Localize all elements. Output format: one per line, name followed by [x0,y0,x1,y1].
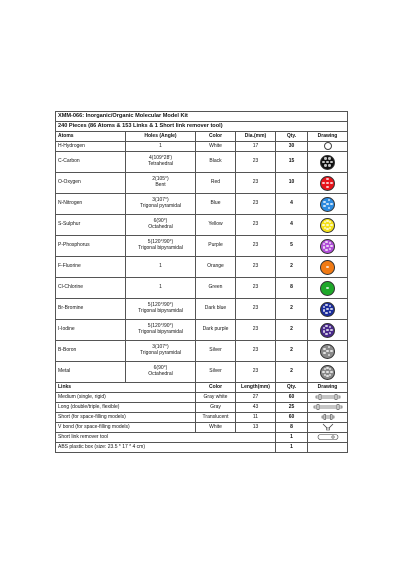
atom-hole-mark [330,182,332,184]
link-qty: 60 [276,413,308,423]
atom-name: N-Nitrogen [56,194,126,215]
atom-hole-mark [324,157,326,159]
link-name: Medium (single, rigid) [56,393,196,403]
atom-hole-mark [329,311,331,313]
atom-qty: 30 [276,142,308,152]
atom-row [56,341,348,362]
atom-hole-mark [323,348,325,350]
atom-hole-mark [326,224,328,226]
atom-hole-mark [326,228,328,230]
atom-qty: 15 [276,152,308,173]
link-name: Short link remover tool [56,433,276,443]
atom-hole-mark [322,224,324,226]
atom-row [56,320,348,341]
atom-ball-icon [320,197,335,212]
atom-hole-mark [324,374,326,376]
atom-geometry: Tetrahedral [147,161,173,167]
link-name: Short (for space-filling models) [56,413,196,423]
atom-holes [126,362,196,383]
atom-row [56,236,348,257]
header-length: Length(mm) [236,383,276,393]
atom-hole-mark [329,374,331,376]
atom-diameter: 23 [236,341,276,362]
header-holes: Holes (Angle) [126,132,196,142]
link-color: White [196,423,236,433]
atom-geometry: Bent [155,182,166,188]
link-length: 13 [236,423,276,433]
kit-title: XMM-066: Inorganic/Organic Molecular Model Kit [56,112,348,122]
atom-row [56,152,348,173]
spec-table [55,111,348,453]
atom-drawing [308,215,348,236]
atom-row [56,173,348,194]
atom-hole-mark [324,227,326,229]
atom-hole-mark [322,371,324,373]
atom-hole-mark [322,161,324,163]
atom-name: F-Fluorine [56,257,126,278]
atom-hole-mark [323,327,325,329]
link-length: 27 [236,393,276,403]
header-links: Links [56,383,196,393]
atom-qty: 2 [276,299,308,320]
atom-color: Silver [196,362,236,383]
link-drawing [308,403,348,413]
link-name: V bond (for space-filling models) [56,423,196,433]
atom-hole-mark [323,306,325,308]
atom-name: O-Oxygen [56,173,126,194]
link-drawing [308,433,348,443]
atom-holes-angle: 3(107°) [152,344,169,351]
atom-color: Dark purple [196,320,236,341]
link-length: 11 [236,413,276,423]
atom-name: P-Phosphorus [56,236,126,257]
tool-link-icon [313,433,343,441]
short-link-icon [313,413,343,421]
atom-hole-mark [325,241,327,243]
atom-name: Br-Bromine [56,299,126,320]
atom-diameter: 23 [236,299,276,320]
link-color: Gray white [196,393,236,403]
atom-holes-angle: 1 [159,142,162,149]
link-length: 43 [236,403,276,413]
atom-qty: 2 [276,320,308,341]
atom-hole-mark [326,182,328,184]
atom-name: Metal [56,362,126,383]
atom-color: White [196,142,236,152]
atom-holes [126,236,196,257]
atom-color: Orange [196,257,236,278]
atom-drawing [308,152,348,173]
atom-hole-mark [325,312,327,314]
atom-hole-mark [323,246,325,248]
link-qty: 1 [276,443,308,453]
atom-hole-mark [330,371,332,373]
atom-color: Red [196,173,236,194]
atom-qty: 2 [276,257,308,278]
atom-hole-mark [326,350,328,352]
atom-color: Green [196,278,236,299]
link-qty: 8 [276,423,308,433]
atom-holes-angle: 6(90°) [153,218,168,225]
medium-link-icon [313,393,343,401]
atom-hole-mark [328,207,330,209]
atom-hole-mark [323,309,325,311]
header-link-qty: Qty. [276,383,308,393]
atom-color: Black [196,152,236,173]
atom-hole-mark [326,329,328,331]
atom-hole-mark [325,304,327,306]
atom-holes [126,341,196,362]
link-drawing [308,423,348,433]
link-drawing [308,443,348,453]
atom-name: S-Sulphur [56,215,126,236]
atom-row [56,299,348,320]
atom-color: Purple [196,236,236,257]
atom-name: B-Boron [56,341,126,362]
link-row [56,423,348,433]
atom-holes-angle: 2(105°) [152,176,169,183]
atom-row [56,278,348,299]
atom-hole-mark [323,201,325,203]
atom-row [56,362,348,383]
atom-geometry: Trigonal bipyramidal [138,245,183,251]
link-row [56,443,348,453]
atom-hole-mark [330,350,332,352]
atom-hole-mark [329,332,331,334]
atom-hole-mark [326,375,328,377]
atom-drawing [308,278,348,299]
atom-holes-angle: 1 [159,263,162,270]
atom-ball-icon [320,260,335,275]
vbond-link-icon [313,423,343,431]
atom-hole-mark [330,329,332,331]
atom-hole-mark [326,308,328,310]
atom-color: Blue [196,194,236,215]
atom-diameter: 23 [236,236,276,257]
atom-ball-icon [320,281,335,296]
atom-diameter: 23 [236,194,276,215]
atom-holes-angle: 5(120°/90°) [147,302,174,309]
link-row [56,393,348,403]
atom-holes-angle: 1 [159,284,162,291]
atom-hole-mark [330,224,332,226]
atom-hole-mark [323,352,325,354]
atom-hole-mark [326,371,328,373]
atom-row [56,215,348,236]
link-qty: 1 [276,433,308,443]
header-link-drawing: Drawing [308,383,348,393]
atom-geometry: Octahedral [148,224,173,230]
atom-diameter: 23 [236,173,276,194]
atom-hole-mark [325,333,327,335]
atom-hole-mark [323,243,325,245]
atom-diameter: 23 [236,362,276,383]
atom-hole-mark [329,242,331,244]
atom-hole-mark [330,161,332,163]
atom-qty: 2 [276,362,308,383]
atom-hole-mark [323,205,325,207]
atom-hole-mark [325,249,327,251]
atom-diameter: 23 [236,152,276,173]
kit-subtitle: 240 Pieces (86 Atoms & 153 Links & 1 Short link remover tool) [56,122,348,132]
atom-diameter: 23 [236,257,276,278]
atom-diameter: 23 [236,278,276,299]
links-header-row [56,383,348,393]
atom-holes [126,299,196,320]
atom-ball-icon [320,218,335,233]
atom-holes-angle: 5(120°/90°) [147,323,174,330]
atom-row [56,194,348,215]
atom-ball-icon [320,176,335,191]
atom-qty: 2 [276,341,308,362]
atom-holes-angle: 4(109°28') [149,155,172,162]
atom-hole-mark [329,248,331,250]
atom-qty: 4 [276,215,308,236]
atom-hole-mark [328,346,330,348]
atom-qty: 8 [276,278,308,299]
atom-holes [126,257,196,278]
atom-drawing [308,341,348,362]
atom-holes [126,320,196,341]
link-row [56,413,348,423]
atom-holes [126,142,196,152]
atom-ball-icon [320,239,335,254]
atom-holes [126,194,196,215]
atom-hole-mark [325,325,327,327]
link-drawing [308,413,348,423]
atom-qty: 5 [276,236,308,257]
atom-geometry: Trigonal bipyramidal [138,329,183,335]
atom-diameter: 17 [236,142,276,152]
atom-color: Silver [196,341,236,362]
atom-ball-icon [320,344,335,359]
atom-hole-mark [330,245,332,247]
atom-holes-angle: 5(120°/90°) [147,239,174,246]
atom-geometry: Trigonal bipyramidal [138,308,183,314]
atom-hole-mark [323,330,325,332]
atom-drawing [308,194,348,215]
atom-geometry: Trigonal pyramidal [140,203,181,209]
link-color: Gray [196,403,236,413]
atom-hole-mark [326,287,328,289]
atom-holes-angle: 3(107°) [152,197,169,204]
atom-diameter: 23 [236,320,276,341]
atom-holes [126,173,196,194]
atom-holes [126,215,196,236]
link-name: ABS plastic box (size: 23.5 * 17 * 4 cm) [56,443,276,453]
atom-hole-mark [328,157,330,159]
atom-diameter: 23 [236,215,276,236]
atom-ball-icon [320,365,335,380]
atom-drawing [308,299,348,320]
atom-row [56,142,348,152]
atom-ball-icon [320,323,335,338]
header-link-color: Color [196,383,236,393]
atom-hole-mark [328,164,330,166]
atom-drawing [308,173,348,194]
header-atoms: Atoms [56,132,126,142]
long-link-icon [313,403,343,411]
atom-qty: 10 [276,173,308,194]
atom-hole-mark [328,354,330,356]
link-row [56,433,348,443]
header-drawing: Drawing [308,132,348,142]
atom-drawing [308,362,348,383]
link-qty: 60 [276,393,308,403]
atom-hole-mark [326,161,328,163]
atom-drawing [308,257,348,278]
atom-hole-mark [326,186,328,188]
atom-geometry: Trigonal pyramidal [140,350,181,356]
atom-name: Cl-Chlorine [56,278,126,299]
link-name: Long (double/triple, flexible) [56,403,196,413]
link-color: Translucent [196,413,236,423]
atom-name: H-Hydrogen [56,142,126,152]
link-qty: 25 [276,403,308,413]
header-color: Color [196,132,236,142]
atom-color: Dark blue [196,299,236,320]
atom-ball-icon [324,142,332,150]
atom-ball-icon [320,155,335,170]
atom-hole-mark [324,164,326,166]
atom-row [56,257,348,278]
link-row [56,403,348,413]
atom-holes [126,278,196,299]
atom-name: I-Iodine [56,320,126,341]
header-dia: Dia.(mm) [236,132,276,142]
atom-hole-mark [326,178,328,180]
atoms-header-row [56,132,348,142]
atom-holes [126,152,196,173]
atom-hole-mark [330,308,332,310]
atom-drawing [308,236,348,257]
atom-drawing [308,142,348,152]
header-qty: Qty. [276,132,308,142]
atom-name: C-Carbon [56,152,126,173]
atom-hole-mark [330,203,332,205]
atom-hole-mark [329,326,331,328]
atom-hole-mark [326,266,328,268]
atom-qty: 4 [276,194,308,215]
atom-hole-mark [329,227,331,229]
atom-ball-icon [320,302,335,317]
atom-color: Yellow [196,215,236,236]
atom-hole-mark [326,203,328,205]
atom-hole-mark [322,182,324,184]
link-drawing [308,393,348,403]
atom-hole-mark [326,245,328,247]
atom-drawing [308,320,348,341]
atom-holes-angle: 6(90°) [153,365,168,372]
atom-geometry: Octahedral [148,371,173,377]
atom-hole-mark [329,305,331,307]
product-spec-sheet [55,111,347,453]
atom-hole-mark [328,199,330,201]
